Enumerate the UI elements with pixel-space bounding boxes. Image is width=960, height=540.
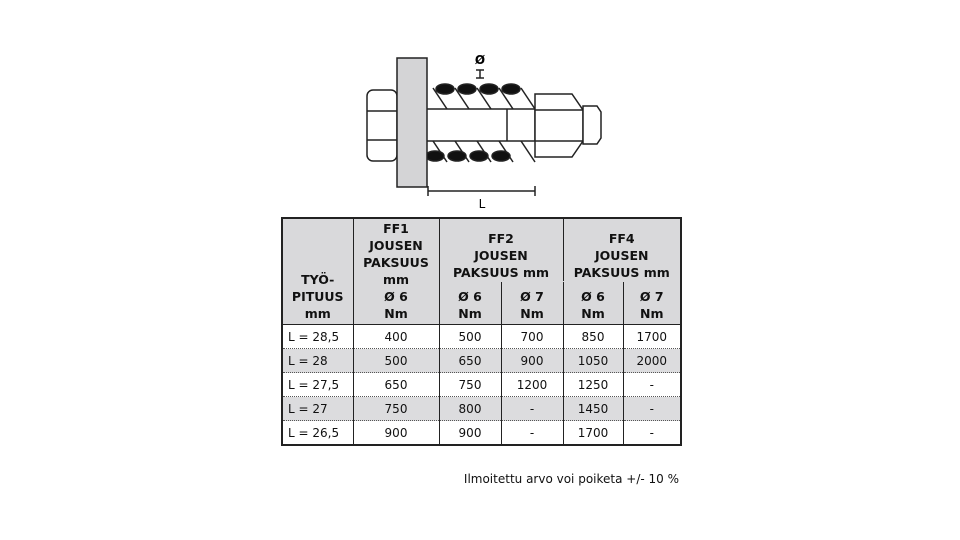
- row-label: L = 27,5: [282, 373, 353, 397]
- table-row: [282, 421, 681, 446]
- table-cell: 400: [353, 325, 439, 349]
- table-cell: 1450: [563, 397, 623, 421]
- nut: [535, 94, 583, 157]
- table-row: [282, 397, 681, 421]
- table-cell: -: [623, 373, 681, 397]
- table-row: [282, 325, 681, 349]
- header-ff1: FF1 JOUSEN PAKSUUS mm Ø 6 Nm: [353, 218, 439, 325]
- table-cell: 850: [563, 325, 623, 349]
- table-cell: 2000: [623, 349, 681, 373]
- torque-spec-table: [281, 217, 682, 446]
- diameter-label: Ø: [474, 53, 486, 67]
- header-ff2-d6: Ø 6 Nm: [439, 282, 501, 325]
- tolerance-note: Ilmoitettu arvo voi poiketa +/- 10 %: [463, 472, 679, 486]
- table-cell: 750: [439, 373, 501, 397]
- row-label: L = 28,5: [282, 325, 353, 349]
- table-cell: 1250: [563, 373, 623, 397]
- header-ff4: FF4 JOUSEN PAKSUUS mm: [563, 218, 681, 282]
- header-ff4-d7: Ø 7 Nm: [623, 282, 681, 325]
- row-label: L = 28: [282, 349, 353, 373]
- header-ff2: FF2 JOUSEN PAKSUUS mm: [439, 218, 563, 282]
- table-cell: 1200: [501, 373, 563, 397]
- table-row: [282, 349, 681, 373]
- header-ff4-d6: Ø 6 Nm: [563, 282, 623, 325]
- table-cell: 1700: [563, 421, 623, 446]
- table-cell: -: [623, 421, 681, 446]
- table-row: [282, 373, 681, 397]
- table-cell: 750: [353, 397, 439, 421]
- diameter-dimension: [476, 70, 484, 78]
- table-cell: 900: [353, 421, 439, 446]
- table-cell: 500: [353, 349, 439, 373]
- table-cell: 650: [353, 373, 439, 397]
- table-cell: -: [501, 397, 563, 421]
- row-label: L = 26,5: [282, 421, 353, 446]
- row-label: L = 27: [282, 397, 353, 421]
- table-cell: 900: [501, 349, 563, 373]
- length-dimension: [428, 186, 535, 196]
- bolt-head: [367, 90, 397, 161]
- bolt-tip: [583, 106, 601, 144]
- length-label: L: [478, 197, 486, 211]
- table-cell: 900: [439, 421, 501, 446]
- table-cell: 500: [439, 325, 501, 349]
- header-ff2-d7: Ø 7 Nm: [501, 282, 563, 325]
- table-cell: 650: [439, 349, 501, 373]
- table-cell: -: [623, 397, 681, 421]
- bolt-shaft: [425, 109, 535, 141]
- header-working-length: TYÖ- PITUUS mm: [282, 218, 353, 325]
- table-cell: 800: [439, 397, 501, 421]
- bolt-spring-diagram: [355, 50, 615, 215]
- mounting-plate: [397, 58, 427, 187]
- table-cell: 1050: [563, 349, 623, 373]
- table-cell: 700: [501, 325, 563, 349]
- table-cell: 1700: [623, 325, 681, 349]
- table-cell: -: [501, 421, 563, 446]
